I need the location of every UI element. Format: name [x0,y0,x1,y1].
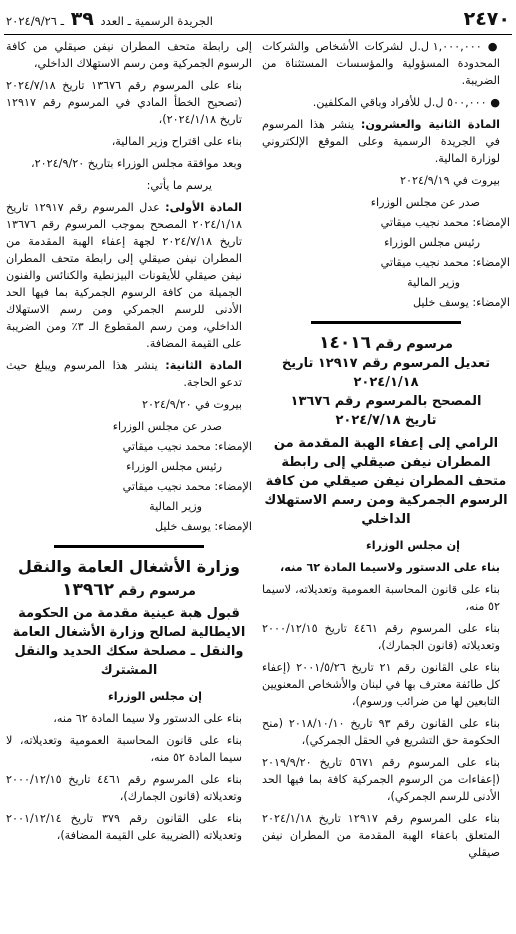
sig-minister-title-left: وزير المالية [149,500,202,513]
decree-label: مرسوم رقم [375,337,453,352]
article-22-text: ينشر هذا المرسوم في الجريدة الرسمية وعلى الموقع الإلكتروني لوزارة المالية. [262,118,500,165]
ministry-heading: وزارة الأشغال العامة والنقل [18,557,240,576]
sig-pm-title-left: رئيس مجلس الوزراء [126,460,222,473]
sig-minister-title: وزير المالية [407,276,460,289]
decree-heading-left [6,581,252,680]
decree-heading [262,334,510,529]
article-1 [6,199,252,352]
gazette-prefix: الجريدة الرسمية ـ العدد [100,14,213,28]
issue-number: ٣٩ [70,8,94,30]
signature-block-left [6,418,252,535]
recital-5: بناء على القانون رقم ٩٣ تاريخ ٢٠١٨/١٠/١٠ (منح الحكومة حق التشريع في الحقل الجمركي)، [262,717,500,747]
recital-left-1: بناء على الدستور ولا سيما المادة ٦٢ منه، [53,712,242,725]
article-2 [6,357,252,391]
article-22-label: المادة الثانية والعشرون: [360,118,500,131]
decree-title-left: قبول هبة عينية مقدمة من الحكومة الايطالية لصالح وزارة الأشغال العامة والنقل ـ مصلحة سكك الحديد والنقل المشترك [12,606,246,678]
sig-signature-left-1: الإمضاء: محمد نجيب ميقاتي [122,440,252,453]
decree-title-line-3: تاريخ ٢٠٢٤/٧/١٨ [335,413,437,428]
article-2-text: ينشر هذا المرسوم ويبلغ حيث تدعو الحاجة. [6,359,242,389]
sig-signature-1: الإمضاء: محمد نجيب ميقاتي [380,216,510,229]
article-2-label: المادة الثانية: [165,359,242,372]
decree-title-line-1: تعديل المرسوم رقم ١٢٩١٧ تاريخ ٢٠٢٤/١/١٨ [281,356,491,390]
sig-pm-title: رئيس مجلس الوزراء [384,236,480,249]
article-22 [262,116,510,167]
page-number: ٢٤٧٠ [463,8,510,30]
recital-left-2: بناء على قانون المحاسبة العمومية وتعديلاته، لا سيما المادة ٥٢ منه، [6,734,242,764]
sig-signature-3: الإمضاء: يوسف خليل [412,296,510,309]
decree-title-line-4: الرامي إلى إعفاء الهبة المقدمة من المطران نيفن صيقلي إلى رابطة متحف المطران نيفن صيقلي من كافة الرسوم الجمركية ومن رسم الاستهلاك الداخلي [264,436,508,527]
left-column [6,38,252,849]
recital-2: بناء على قانون المحاسبة العمومية وتعديلاته، لاسيما ٥٢ منه، [262,583,500,613]
article-1-text: عدل المرسوم رقم ١٢٩١٧ تاريخ ٢٠٢٤/١/١٨ المصحح بموجب المرسوم رقم ١٣٦٧٦ تاريخ ٢٠٢٤/٧/١٨ لجهة إعفاء الهبة المقدمة من المطران نيفن صيقلي إلى رابطة متحف المطران نيفن صيقلي للأيقونات البيزنطية والكنائس والفنون الجميلة من كافة الرسوم الجمركية بما فيها الحد الأدنى للرسم الجمركي ومن رسم الاستهلاك الداخلي، ومن رسم المقطوع الـ ٣٪ ومن الضريبة على القيمة المضافة. [6,201,242,350]
decree-title-line-2: المصحح بالمرسوم رقم ١٣٦٧٦ [290,394,482,409]
recital-4: بناء على القانون رقم ٢١ تاريخ ٢٠٠١/٥/٢٦ (إعفاء كل طائفة معترف بها في لبنان والأشخاص المعنويين التابعين لها من ضرائب ورسوم)، [262,661,500,708]
council-heading-left: إن مجلس الوزراء [107,690,202,703]
decree-number-left: ١٣٩٦٢ [62,580,115,600]
right-column [262,38,510,866]
recital-1: بناء على الدستور ولاسيما المادة ٦٢ منه، [280,561,500,574]
signature-block [262,194,510,311]
recital-9: بناء على اقتراح وزير المالية، [111,135,242,148]
page-header [6,8,510,30]
recital-7: بناء على المرسوم رقم ١٢٩١٧ تاريخ ٢٠٢٤/١/١٨ المتعلق باعفاء الهبة المقدمة من المطران نيفن صيقلي [262,812,500,859]
decree-number: ١٤٠١٦ [319,333,372,353]
sig-signature-left-3: الإمضاء: يوسف خليل [154,520,252,533]
council-heading: إن مجلس الوزراء [365,539,460,552]
recital-6: بناء على المرسوم رقم ٥٦٧١ تاريخ ٢٠١٩/٩/٢٠ (إعفاءات من الرسوم الجمركية كافة بما فيها الحد الأدنى للرسم الجمركي)، [262,756,500,803]
section-divider-left [54,545,204,548]
recital-3: بناء على المرسوم رقم ٤٤٦١ تاريخ ٢٠٠٠/١٢/١٥ وتعديلاته (قانون الجمارك)، [262,622,500,652]
article-1-label: المادة الأولى: [165,201,242,214]
sig-issued-left: صدر عن مجلس الوزراء [112,420,222,433]
sig-signature-2: الإمضاء: محمد نجيب ميقاتي [380,256,510,269]
decree-label-left: مرسوم رقم [118,584,196,599]
decrees-following: يرسم ما يأتي: [146,179,212,192]
recital-10: وبعد موافقة مجلس الوزراء بتاريخ ٢٠٢٤/٩/٢٠، [31,157,242,170]
sig-signature-left-2: الإمضاء: محمد نجيب ميقاتي [122,480,252,493]
continuation-text: إلى رابطة متحف المطران نيفن صيقلي من كافة الرسوم الجمركية ومن رسم الاستهلاك الداخلي، [6,40,252,70]
header-rule [4,34,512,35]
date-line-left: بيروت في ٢٠٢٤/٩/٢٠ [142,398,242,411]
section-divider [311,321,461,324]
date-line: بيروت في ٢٠٢٤/٩/١٩ [400,174,500,187]
fee-item-2: ● ٥٠٠,٠٠٠ ل.ل للأفراد وباقي المكلفين. [312,96,500,109]
fee-item-1: ● ١,٠٠٠,٠٠٠ ل.ل لشركات الأشخاص والشركات المحدودة المسؤولية والمؤسسات المستثناة من الضريبة. [262,40,500,87]
gazette-info [6,8,213,30]
recital-left-3: بناء على المرسوم رقم ٤٤٦١ تاريخ ٢٠٠٠/١٢/١٥ وتعديلاته (قانون الجمارك)، [6,773,242,803]
gazette-date: ـ ٢٠٢٤/٩/٢٦ [6,14,65,28]
recital-left-4: بناء على القانون رقم ٣٧٩ تاريخ ٢٠٠١/١٢/١٤ وتعديلاته (الضريبة على القيمة المضافة)، [6,812,242,842]
recital-8: بناء على المرسوم رقم ١٣٦٧٦ تاريخ ٢٠٢٤/٧/١٨ (تصحيح الخطأ المادي في المرسوم رقم ١٢٩١٧ تاريخ ٢٠٢٤/١/١٨)، [6,79,243,126]
sig-issued: صدر عن مجلس الوزراء [370,196,480,209]
